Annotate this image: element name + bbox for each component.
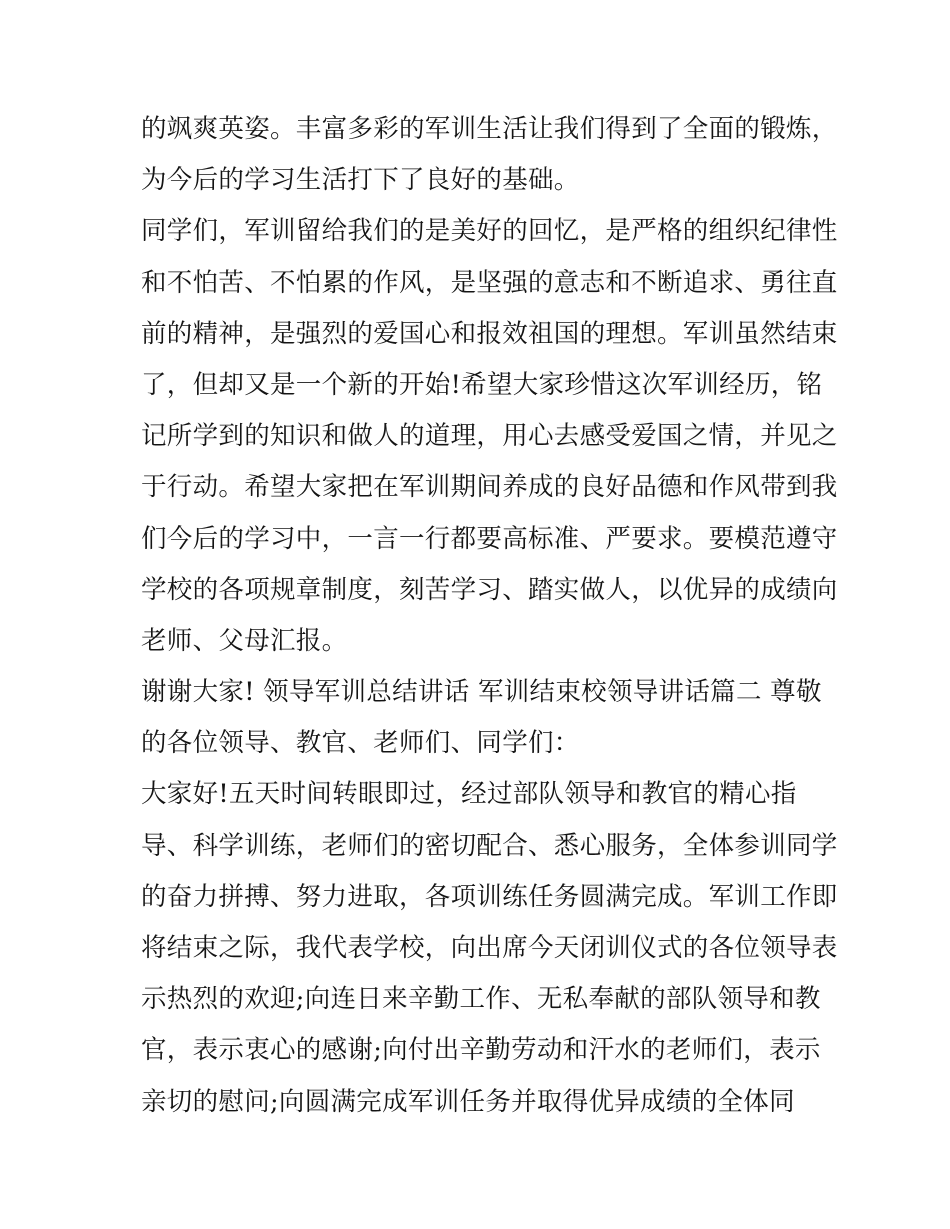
text-line: 老师、父母汇报。: [141, 625, 348, 656]
body-text: [141, 104, 838, 1128]
text-line: 了，但却又是一个新的开始!希望大家珍惜这次军训经历，铭: [141, 369, 823, 400]
text-line: 为今后的学习生活打下了良好的基础。: [141, 165, 580, 196]
text-line: 记所学到的知识和做人的道理，用心去感受爱国之情，并见之: [141, 421, 838, 452]
text-line: 前的精神，是强烈的爱国心和报效祖国的理想。军训虽然结束: [141, 318, 838, 349]
text-line: 大家好!五天时间转眼即过，经过部队领导和教官的精心指: [141, 779, 797, 810]
text-line: 示热烈的欢迎;向连日来辛勤工作、无私奉献的部队领导和教: [141, 984, 821, 1015]
text-line: 学校的各项规章制度，刻苦学习、踏实做人，以优异的成绩向: [141, 574, 838, 605]
text-line: 和不怕苦、不怕累的作风，是坚强的意志和不断追求、勇往直: [141, 267, 838, 298]
text-line: 同学们，军训留给我们的是美好的回忆，是严格的组织纪律性: [141, 216, 838, 247]
text-line: 们今后的学习中，一言一行都要高标准、严要求。要模范遵守: [141, 523, 838, 554]
text-line: 将结束之际，我代表学校，向出席今天闭训仪式的各位领导表: [141, 933, 838, 963]
text-line: 官，表示衷心的感谢;向付出辛勤劳动和汗水的老师们，表示: [141, 1035, 821, 1066]
text-line: 亲切的慰问;向圆满完成军训任务并取得优异成绩的全体同: [141, 1086, 795, 1117]
text-line: 的飒爽英姿。丰富多彩的军训生活让我们得到了全面的锻炼，: [141, 114, 838, 144]
text-line: 导、科学训练，老师们的密切配合、悉心服务，全体参训同学: [141, 830, 838, 861]
text-line: 谢谢大家! 领导军训总结讲话 军训结束校领导讲话篇二 尊敬: [141, 677, 822, 708]
text-line: 的奋力拼搏、努力进取，各项训练任务圆满完成。军训工作即: [141, 881, 838, 912]
text-line: 于行动。希望大家把在军训期间养成的良好品德和作风带到我: [141, 472, 838, 503]
text-line: 的各位领导、教官、老师们、同学们：: [141, 728, 580, 759]
